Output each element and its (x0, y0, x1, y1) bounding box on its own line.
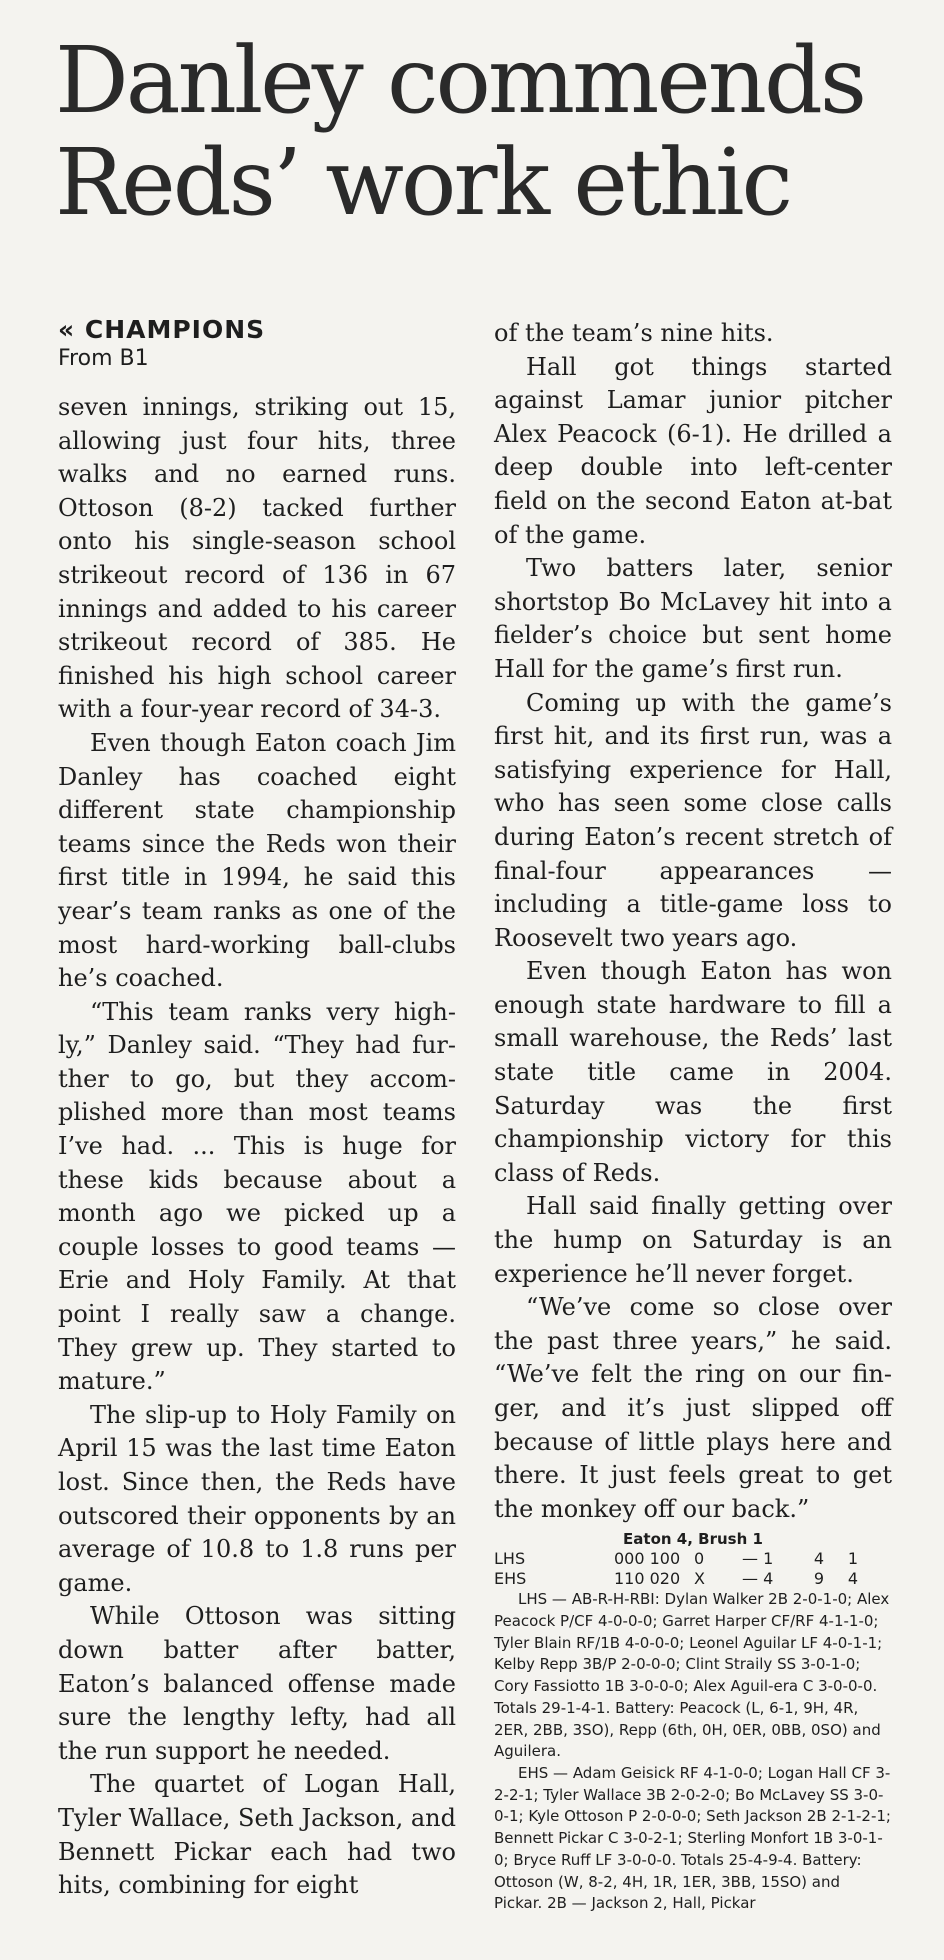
line-score-row (494, 1569, 892, 1589)
line-score-team: EHS (494, 1569, 527, 1589)
article-paragraph: Hall said finally getting over the hump on Saturday is an experience he’ll never forget. (494, 1192, 892, 1288)
line-score-innings: 000 100 (614, 1549, 681, 1569)
headline-line-1: Danley commends (55, 27, 865, 134)
article-paragraph: Hall got things started against Lamar junior pitcher Alex Peacock (6-1). He drilled a deep double into left-center field on the second Eaton at-bat of the game. (494, 352, 892, 549)
line-score-last-inning: 0 (694, 1549, 705, 1569)
jump-from: From B1 (58, 346, 149, 371)
line-score-runs: — 4 (742, 1569, 774, 1589)
article-paragraph: Two batters later, senior shortstop Bo McLavey hit into a fielder’s choice but sent home Hall for the game’s first run. (494, 554, 892, 683)
jump-label (58, 315, 456, 373)
line-score-team: LHS (494, 1549, 526, 1569)
right-column (494, 317, 892, 1915)
line-score-runs: — 1 (742, 1549, 774, 1569)
box-score-lhs-stats: LHS — AB-R-H-RBI: Dylan Walker 2B 2-0-1-0; Alex Peacock P/CF 4-0-0-0; Garret Harper CF/RF 4-1-1-0; Tyler Blain RF/1B 4-0-0-0; Leonel Aguilar LF 4-0-1-1; Kelby Repp 3B/P 2-0-0-0; Clint Straily SS 3-0-1-0; Cory Fassiotto 1B 3-0-0-0; Alex Aguil-era C 3-0-0-0. Totals 29-1-4-1. Battery: Peacock (L, 6-1, 9H, 4R, 2ER, 2BB, 3SO), Repp (6th, 0H, 0ER, 0BB, 0SO) and Aguilera. (494, 1590, 890, 1761)
jump-kicker: « CHAMPIONS (58, 315, 266, 344)
article-paragraph: Even though Eaton coach Jim Danley has coached eight different state championship teams since the Reds won their first title in 1994, he said this year’s team ranks as one of the most hard-working ball-clubs he’s coached. (58, 728, 456, 993)
article-paragraph: “This team ranks very high-ly,” Danley said. “They had fur-ther to go, but they accom-plished more than most teams I’ve had. ... This is huge for these kids because about a month ago we picked up a couple losses to good teams — Erie and Holy Family. At that point I really saw a change. They grew up. They started to mature.” (58, 997, 456, 1396)
article-paragraph: of the team’s nine hits. (494, 319, 774, 347)
line-score-hits: 9 (813, 1569, 824, 1589)
left-column (58, 315, 456, 1903)
box-score-title: Eaton 4, Brush 1 (623, 1530, 763, 1549)
article-paragraph: “We’ve come so close over the past three years,” he said. “We’ve felt the ring on our fin-ger, and it’s just slipped off because of little plays here and there. It just feels great to get the monkey off our back.” (494, 1293, 892, 1523)
article-paragraph: While Ottoson was sitting down batter after batter, Eaton’s balanced offense made sure the lengthy lefty, had all the run support he needed. (58, 1602, 456, 1765)
article-paragraph: The slip-up to Holy Family on April 15 was the last time Eaton lost. Since then, the Reds have outscored their opponents by an average of 10.8 to 1.8 runs per game. (58, 1400, 456, 1597)
line-score-innings: 110 020 (614, 1569, 681, 1589)
box-score-ehs-stats: EHS — Adam Geisick RF 4-1-0-0; Logan Hall CF 3-2-2-1; Tyler Wallace 3B 2-0-2-0; Bo McLavey SS 3-0-0-1; Kyle Ottoson P 2-0-0-0; Seth Jackson 2B 2-1-2-1; Bennett Pickar C 3-0-2-1; Sterling Monfort 1B 3-0-1-0; Bryce Ruff LF 3-0-0-0. Totals 25-4-9-4. Battery: Ottoson (W, 8-2, 4H, 1R, 1ER, 3BB, 15SO) and Pickar. 2B — Jackson 2, Hall, Pickar (494, 1764, 891, 1913)
line-score-row (494, 1549, 892, 1569)
article-paragraph: Coming up with the game’s first hit, and its first run, was a satisfying experience for Hall, who has seen some close calls during Eaton’s recent stretch of final-four appearances — including a title-game loss to Roosevelt two years ago. (494, 688, 892, 952)
line-score-hits: 4 (813, 1549, 824, 1569)
article-paragraph: seven innings, striking out 15, allowing just four hits, three walks and no earned runs. Ottoson (8-2) tacked further onto his single-season school strikeout record of 136 in 67 innings and added to his career strikeout record of 385. He finished his high school career with a four-year record of 34-3. (58, 393, 456, 724)
article-paragraph: The quartet of Logan Hall, Tyler Wallace, Seth Jackson, and Bennett Pickar each had two hits, combining for eight (58, 1770, 456, 1900)
headline-line-2: Reds’ work ethic (55, 129, 791, 236)
line-score-last-inning: X (694, 1569, 705, 1589)
headline (55, 27, 915, 236)
box-score (494, 1530, 892, 1915)
line-score-errors: 1 (847, 1549, 858, 1569)
article-paragraph: Even though Eaton has won enough state hardware to fill a small warehouse, the Reds’ last state title came in 2004. Saturday was the first championship victory for this class of Reds. (494, 957, 892, 1187)
line-score-errors: 4 (847, 1569, 858, 1589)
